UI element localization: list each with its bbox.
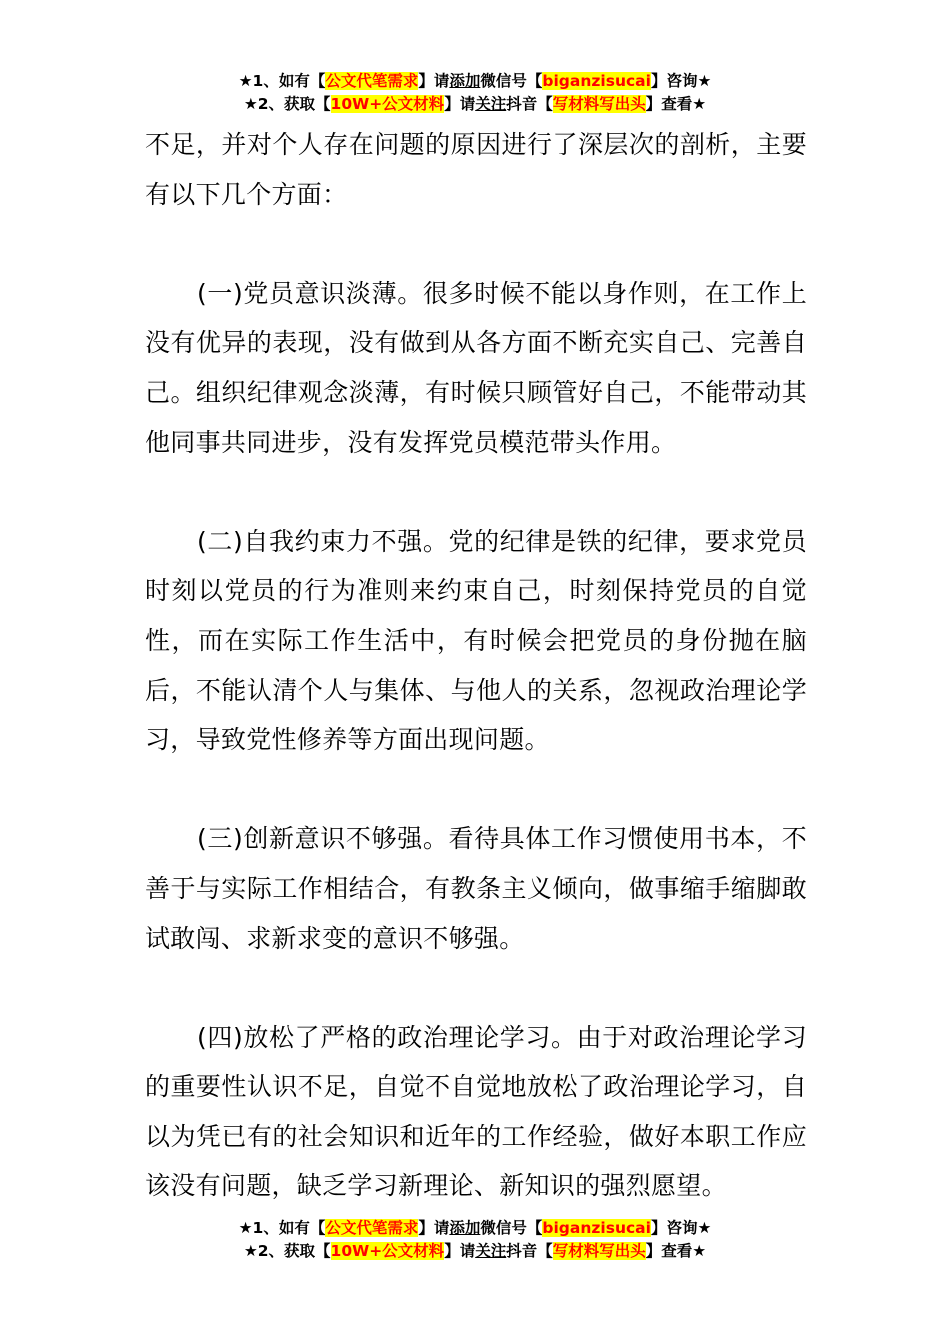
promo-text: 】请 <box>444 1242 476 1260</box>
promo-text: 】请 <box>418 72 450 90</box>
promo-line-1 <box>0 1217 950 1240</box>
promo-text: ★1、如有【 <box>238 72 326 90</box>
promo-text: ★2、获取【 <box>243 95 331 113</box>
promo-highlight: 公文代笔需求 <box>325 72 419 90</box>
promo-underlined-text: 添加 <box>449 1219 481 1237</box>
promo-text: ★2、获取【 <box>243 1242 331 1260</box>
promo-text: 微信号【 <box>480 1219 543 1237</box>
promo-text: 】请 <box>418 1219 450 1237</box>
promo-text: 抖音【 <box>506 95 553 113</box>
promo-wechat-id: biganzisucai <box>542 72 651 90</box>
promo-douyin-account: 写材料写出头 <box>552 95 646 113</box>
promo-text: 】请 <box>444 95 476 113</box>
promo-highlight: 10W+公文材料 <box>330 95 445 113</box>
promo-underlined-text: 添加 <box>449 72 481 90</box>
document-body <box>145 120 807 1211</box>
promo-text: 】查看★ <box>645 95 707 113</box>
promo-text: 】查看★ <box>645 1242 707 1260</box>
promo-text: 】咨询★ <box>650 1219 712 1237</box>
footer-promo-banner <box>0 1217 950 1263</box>
paragraph-item-2: (二)自我约束力不强。党的纪律是铁的纪律，要求党员时刻以党员的行为准则来约束自己，时刻保持党员的自觉性，而在实际工作生活中，有时候会把党员的身份抛在脑后，不能认清个人与集体、与他人的关系，忽视政治理论学习，导致党性修养等方面出现问题。 <box>145 526 807 755</box>
promo-text: 抖音【 <box>506 1242 553 1260</box>
promo-text: 】咨询★ <box>650 72 712 90</box>
promo-highlight: 公文代笔需求 <box>325 1219 419 1237</box>
promo-line-2 <box>0 93 950 116</box>
paragraph-item-1: (一)党员意识淡薄。很多时候不能以身作则，在工作上没有优异的表现，没有做到从各方面不断充实自己、完善自己。组织纪律观念淡薄，有时候只顾管好自己，不能带动其他同事共同进步，没有发挥党员模范带头作用。 <box>145 278 807 457</box>
promo-line-1 <box>0 70 950 93</box>
header-promo-banner <box>0 70 950 116</box>
promo-douyin-account: 写材料写出头 <box>552 1242 646 1260</box>
promo-highlight: 10W+公文材料 <box>330 1242 445 1260</box>
paragraph-intro: 不足，并对个人存在问题的原因进行了深层次的剖析，主要有以下几个方面： <box>145 130 807 209</box>
promo-underlined-text: 关注 <box>475 1242 507 1260</box>
promo-text: ★1、如有【 <box>238 1219 326 1237</box>
promo-line-2 <box>0 1240 950 1263</box>
promo-wechat-id: biganzisucai <box>542 1219 651 1237</box>
promo-underlined-text: 关注 <box>475 95 507 113</box>
promo-text: 微信号【 <box>480 72 543 90</box>
paragraph-item-4: (四)放松了严格的政治理论学习。由于对政治理论学习的重要性认识不足，自觉不自觉地放松了政治理论学习，自以为凭已有的社会知识和近年的工作经验，做好本职工作应该没有问题，缺乏学习新理论、新知识的强烈愿望。 <box>145 1022 807 1201</box>
paragraph-item-3: (三)创新意识不够强。看待具体工作习惯使用书本，不善于与实际工作相结合，有教条主义倾向，做事缩手缩脚敢试敢闯、求新求变的意识不够强。 <box>145 824 807 953</box>
